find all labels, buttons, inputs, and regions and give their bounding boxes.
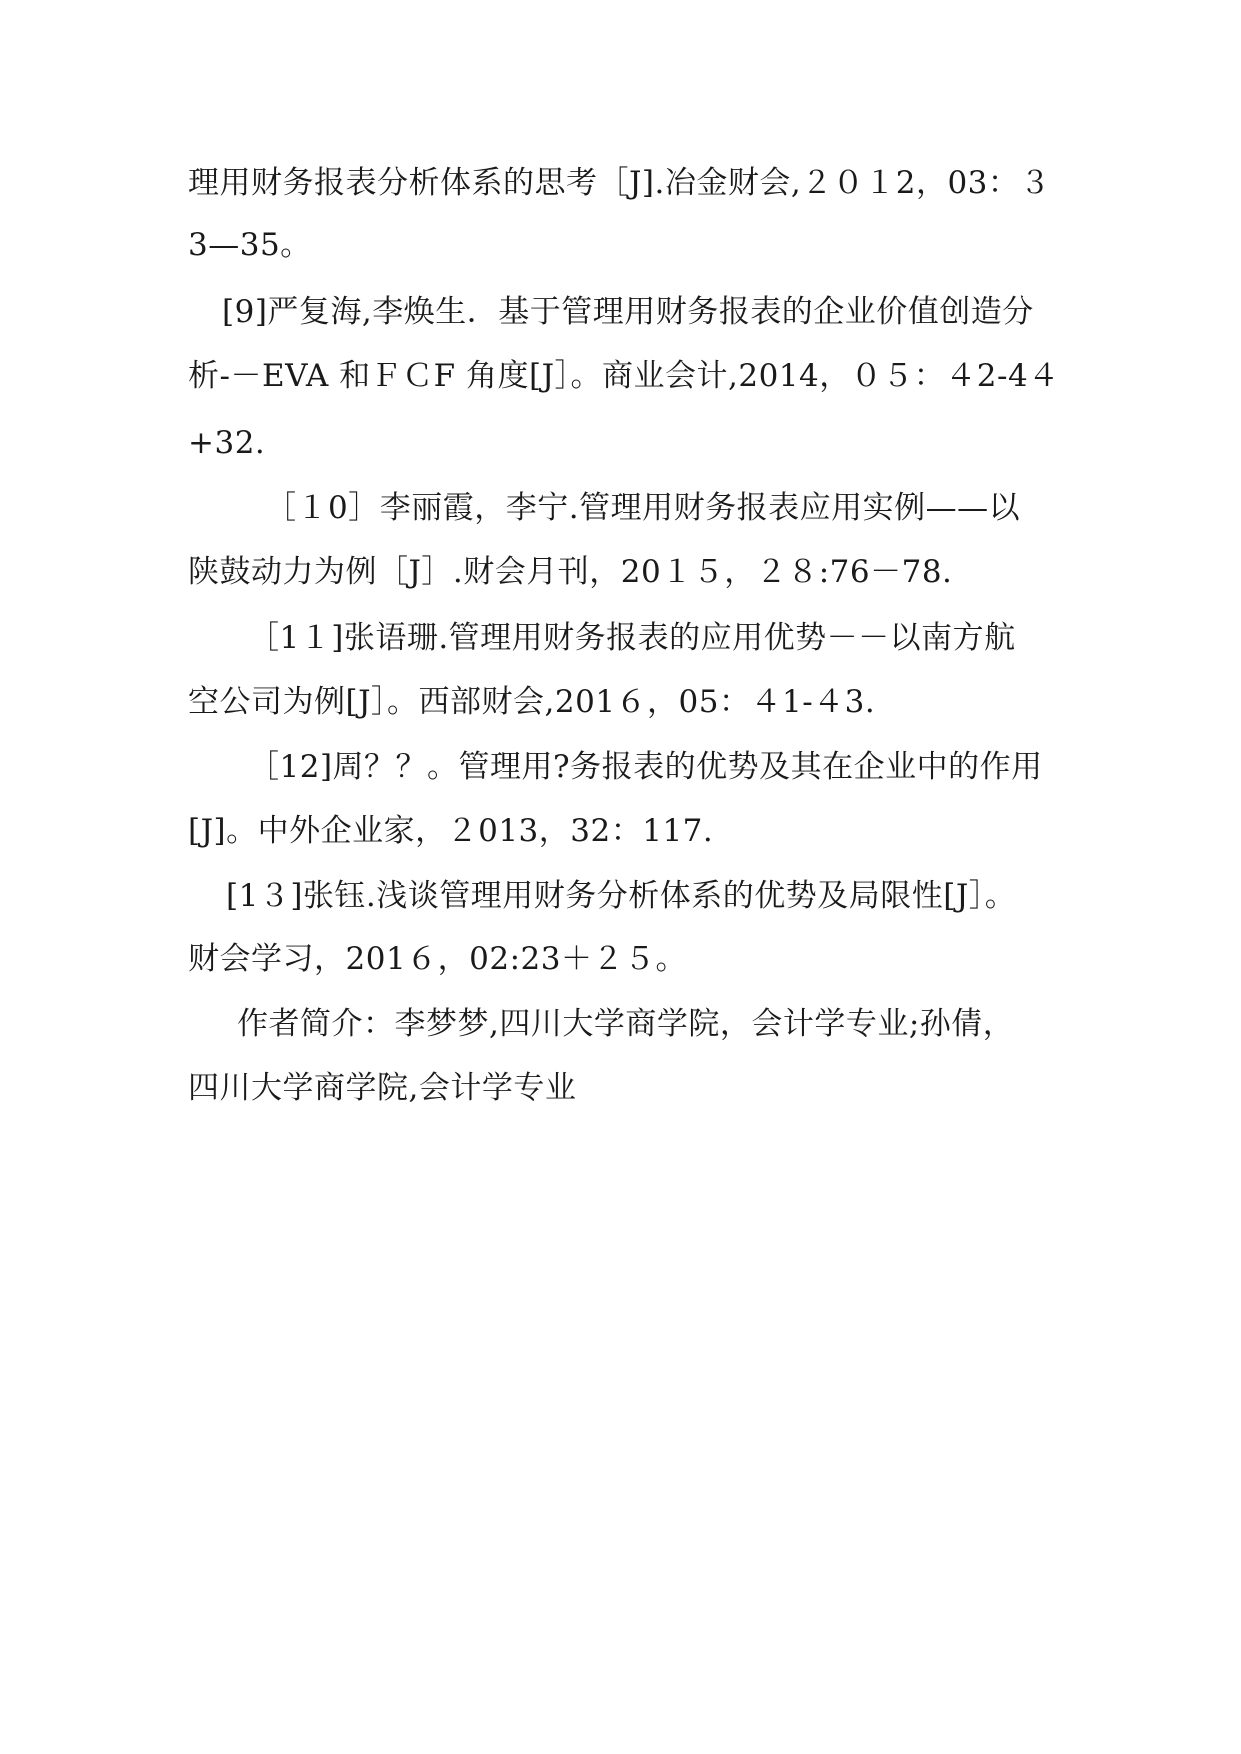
reference-11-line-2: 空公司为例[J］。西部财会,201６，05：４1-４3. bbox=[188, 684, 876, 720]
reference-9-line-1: [9]严复海,李焕生．基于管理用财务报表的企业价值创造分 bbox=[222, 294, 1034, 330]
reference-13-line-1: [1３]张钰.浅谈管理用财务分析体系的优势及局限性[J］。 bbox=[226, 878, 1017, 914]
reference-9-line-3: +32. bbox=[188, 425, 266, 461]
author-intro-line-2: 四川大学商学院,会计学专业 bbox=[188, 1070, 577, 1106]
author-intro-line-1: 作者简介：李梦梦,四川大学商学院，会计学专业;孙倩， bbox=[237, 1006, 1015, 1042]
reference-8-line-2: 3—35。 bbox=[188, 227, 312, 263]
reference-11-line-1: ［1１]张语珊.管理用财务报表的应用优势－－以南方航 bbox=[248, 620, 1016, 656]
reference-12-line-2: [J]。中外企业家，２013，32：117. bbox=[188, 813, 714, 849]
reference-12-line-1: ［12]周？？。管理用?务报表的优势及其在企业中的作用 bbox=[248, 749, 1043, 785]
reference-10-line-1: ［１0］李丽霞，李宁.管理用财务报表应用实例——以 bbox=[265, 490, 1021, 526]
reference-13-line-2: 财会学习，201６，02:23＋２５。 bbox=[188, 941, 688, 977]
reference-9-line-2: 析-－EVA 和ＦＣF 角度[J］。商业会计,2014，０５：４2-4４ bbox=[188, 358, 1060, 394]
reference-10-line-2: 陕鼓动力为例［J］.财会月刊，20１５，２８:76－78. bbox=[188, 554, 953, 590]
reference-8-line-1: 理用财务报表分析体系的思考［J].冶金财会,２０１2，03：３ bbox=[188, 165, 1051, 201]
